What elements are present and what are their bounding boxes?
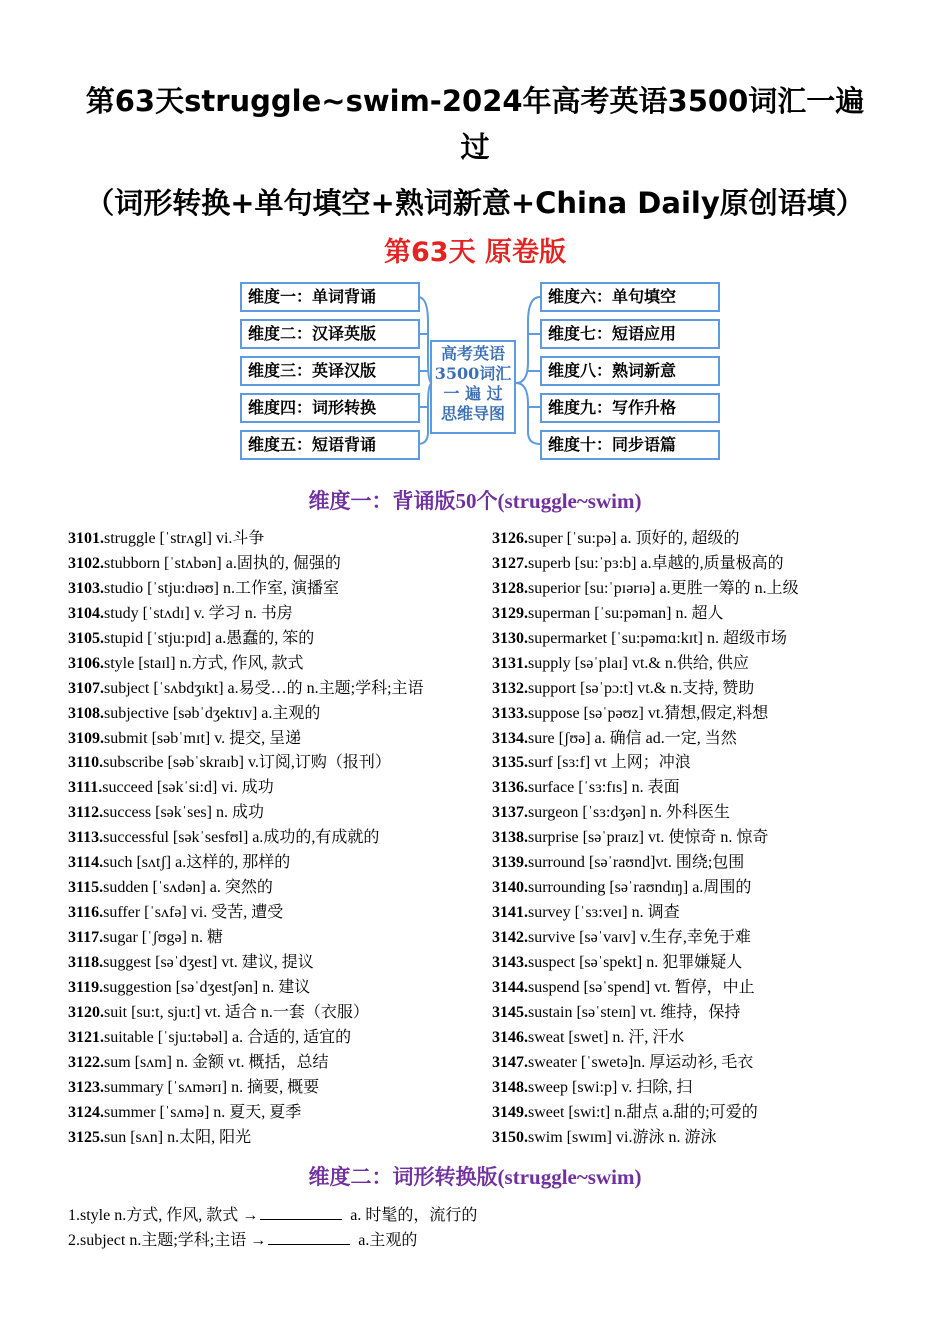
answer-blank[interactable]	[268, 1230, 350, 1245]
vocab-entry	[68, 1026, 488, 1051]
vocab-definition: study [ˈstʌdɪ] v. 学习 n. 书房	[104, 604, 293, 622]
mindmap-center-line-2: 3500词汇	[434, 364, 512, 383]
version-title: 第63天 原卷版	[384, 237, 566, 268]
vocab-entry	[492, 976, 912, 1001]
vocab-entry	[492, 826, 912, 851]
answer-blank[interactable]	[260, 1205, 342, 1220]
vocab-definition: suggest [səˈdʒest] vt. 建议, 提议	[103, 953, 314, 971]
vocab-number: 3122.	[68, 1053, 104, 1071]
exercise-hint: a. 时髦的，流行的	[350, 1207, 478, 1224]
vocab-definition: style [staɪl] n.方式, 作风, 款式	[104, 654, 304, 672]
vocab-column-left	[68, 527, 488, 1150]
vocab-definition: submit [səbˈmɪt] v. 提交, 呈递	[104, 729, 302, 747]
vocab-entry	[68, 1051, 488, 1076]
title-line-2: 过	[460, 130, 490, 164]
vocab-entry	[492, 527, 912, 552]
vocab-entry	[492, 1076, 912, 1101]
vocab-entry	[68, 851, 488, 876]
vocab-entry	[492, 901, 912, 926]
title-line-1: 第63天struggle~swim-2024年高考英语3500词汇一遍	[85, 84, 865, 118]
vocab-number: 3147.	[492, 1053, 528, 1071]
vocab-number: 3132.	[492, 679, 528, 697]
vocab-entry	[492, 1126, 912, 1151]
mindmap-center-line-3: 一 遍 过	[443, 384, 503, 403]
vocab-entry	[68, 901, 488, 926]
vocab-number: 3108.	[68, 704, 104, 722]
vocab-entry	[492, 801, 912, 826]
vocab-number: 3119.	[68, 978, 104, 996]
mindmap-center-node	[430, 340, 516, 434]
vocab-definition: successful [səkˈsesfʊl] a.成功的,有成就的	[103, 829, 380, 847]
vocab-definition: swim [swɪm] vi.游泳 n. 游泳	[528, 1128, 717, 1146]
vocab-number: 3127.	[492, 554, 528, 572]
vocab-entry	[68, 1001, 488, 1026]
vocab-entry	[68, 1126, 488, 1151]
mindmap-node-10: 维度十：同步语篇	[540, 430, 720, 460]
vocab-definition: sweet [swi:t] n.甜点 a.甜的;可爱的	[528, 1103, 758, 1121]
vocab-definition: suspend [səˈspend] vt. 暂停，中止	[528, 978, 755, 996]
section-heading-2: 维度二：词形转换版(struggle~swim)	[308, 1165, 642, 1189]
vocab-definition: sudden [ˈsʌdən] a. 突然的	[103, 879, 273, 897]
vocab-number: 3137.	[492, 804, 528, 822]
vocab-number: 3146.	[492, 1028, 528, 1046]
vocab-definition: studio [ˈstju:dɪəʊ] n.工作室, 演播室	[104, 579, 339, 597]
vocab-entry	[68, 677, 488, 702]
vocab-entry	[68, 876, 488, 901]
vocab-definition: sun [sʌn] n.太阳, 阳光	[104, 1128, 252, 1146]
vocab-definition: survey [ˈsɜ:veɪ] n. 调查	[528, 904, 680, 922]
vocab-number: 3145.	[492, 1003, 528, 1021]
vocab-definition: sweat [swet] n. 汗, 汗水	[528, 1028, 685, 1046]
exercise-hint: a.主观的	[358, 1232, 418, 1249]
vocab-entry	[68, 926, 488, 951]
vocab-definition: surface [ˈsɜ:fɪs] n. 表面	[528, 779, 680, 797]
vocab-number: 3125.	[68, 1128, 104, 1146]
vocab-entry	[68, 976, 488, 1001]
vocab-entry	[68, 826, 488, 851]
vocab-entry	[492, 776, 912, 801]
vocab-number: 3123.	[68, 1078, 104, 1096]
vocab-entry	[492, 1051, 912, 1076]
vocab-definition: superb [su:ˈpɜ:b] a.卓越的,质量极高的	[528, 554, 784, 572]
vocab-entry	[68, 776, 488, 801]
vocab-number: 3134.	[492, 729, 528, 747]
vocab-entry	[68, 627, 488, 652]
mindmap-node-5: 维度五：短语背诵	[240, 430, 420, 460]
vocab-number: 3113.	[68, 829, 104, 847]
exercise-item	[68, 1229, 417, 1253]
vocab-number: 3140.	[492, 879, 528, 897]
vocab-definition: suggestion [səˈdʒestʃən] n. 建议	[103, 978, 311, 996]
vocab-definition: success [səkˈses] n. 成功	[103, 804, 264, 822]
vocab-definition: such [sʌtʃ] a.这样的, 那样的	[103, 854, 291, 872]
vocab-number: 3148.	[492, 1078, 528, 1096]
vocab-definition: sustain [səˈsteɪn] vt. 维持，保持	[528, 1003, 741, 1021]
page-subtitle: （词形转换+单句填空+熟词新意+China Daily原创语填）	[85, 186, 865, 220]
vocab-definition: supermarket [ˈsu:pəmɑ:kɪt] n. 超级市场	[528, 629, 787, 647]
vocab-definition: survive [səˈvaɪv] v.生存,幸免于难	[528, 929, 751, 946]
vocab-number: 3139.	[492, 854, 528, 872]
vocab-number: 3120.	[68, 1003, 104, 1021]
vocab-number: 3129.	[492, 604, 528, 622]
vocab-entry	[68, 652, 488, 677]
vocab-definition: surgeon [ˈsɜ:dʒən] n. 外科医生	[528, 804, 730, 822]
vocab-entry	[68, 751, 488, 776]
vocab-number: 3114.	[68, 854, 104, 872]
vocab-entry	[68, 527, 488, 552]
vocab-entry	[492, 1101, 912, 1126]
vocab-number: 3117.	[68, 929, 104, 946]
vocab-entry	[492, 727, 912, 752]
vocab-entry	[68, 552, 488, 577]
vocab-definition: subjective [səbˈdʒektɪv] a.主观的	[104, 704, 321, 722]
vocab-entry	[492, 577, 912, 602]
vocab-number: 3144.	[492, 978, 528, 996]
mindmap-node-4: 维度四：词形转换	[240, 393, 420, 423]
vocab-entry	[492, 602, 912, 627]
exercise-prompt: 2.subject n.主题;学科;主语 →	[68, 1232, 267, 1249]
vocab-entry	[492, 876, 912, 901]
vocab-definition: surround [səˈraʊnd]vt. 围绕;包围	[528, 854, 745, 872]
vocab-number: 3101.	[68, 530, 104, 547]
vocab-definition: summary [ˈsʌmərɪ] n. 摘要, 概要	[104, 1078, 320, 1096]
vocab-number: 3124.	[68, 1103, 104, 1121]
vocab-number: 3107.	[68, 679, 104, 697]
vocab-entry	[492, 627, 912, 652]
section-heading-1: 维度一：背诵版50个(struggle~swim)	[308, 489, 642, 513]
page-title	[40, 78, 910, 170]
vocab-entry	[492, 926, 912, 951]
vocab-entry	[492, 552, 912, 577]
mindmap-node-8: 维度八：熟词新意	[540, 356, 720, 386]
mindmap-node-2: 维度二：汉译英版	[240, 319, 420, 349]
vocab-number: 3115.	[68, 879, 104, 897]
vocab-column-right	[492, 527, 912, 1150]
vocab-definition: support [səˈpɔ:t] vt.& n.支持, 赞助	[528, 679, 755, 697]
vocab-definition: sweater [ˈswetə]n. 厚运动衫, 毛衣	[528, 1053, 754, 1071]
vocab-definition: suit [su:t, sju:t] vt. 适合 n.一套（衣服）	[104, 1003, 369, 1021]
vocab-number: 3112.	[68, 804, 104, 822]
vocab-number: 3103.	[68, 579, 104, 597]
vocab-entry	[68, 801, 488, 826]
mindmap-node-3: 维度三：英译汉版	[240, 356, 420, 386]
vocab-entry	[68, 602, 488, 627]
vocab-number: 3142.	[492, 929, 528, 946]
mindmap-node-7: 维度七：短语应用	[540, 319, 720, 349]
vocab-definition: struggle [ˈstrʌgl] vi.斗争	[104, 530, 265, 547]
vocab-entry	[492, 1026, 912, 1051]
vocab-entry	[68, 951, 488, 976]
vocab-number: 3109.	[68, 729, 104, 747]
mindmap-node-1: 维度一：单词背诵	[240, 282, 420, 312]
exercise-prompt: 1.style n.方式, 作风, 款式 →	[68, 1207, 259, 1224]
vocab-entry	[68, 1076, 488, 1101]
vocab-number: 3105.	[68, 629, 104, 647]
vocab-number: 3150.	[492, 1128, 528, 1146]
mindmap-center-line-1: 高考英语	[440, 344, 505, 363]
vocab-entry	[492, 677, 912, 702]
vocab-definition: suppose [səˈpəʊz] vt.猜想,假定,料想	[528, 704, 769, 722]
vocab-definition: surprise [səˈpraɪz] vt. 使惊奇 n. 惊奇	[528, 829, 769, 847]
vocab-definition: surrounding [səˈraʊndɪŋ] a.周围的	[528, 879, 752, 897]
vocab-entry	[492, 951, 912, 976]
vocab-entry	[68, 702, 488, 727]
vocab-entry	[492, 702, 912, 727]
vocab-definition: supply [səˈplaɪ] vt.& n.供给, 供应	[528, 654, 749, 672]
vocab-number: 3135.	[492, 754, 528, 772]
vocab-entry	[68, 577, 488, 602]
vocab-definition: summer [ˈsʌmə] n. 夏天, 夏季	[104, 1103, 302, 1121]
mindmap-node-9: 维度九：写作升格	[540, 393, 720, 423]
vocab-number: 3138.	[492, 829, 528, 847]
vocab-definition: suffer [ˈsʌfə] vi. 受苦, 遭受	[103, 904, 284, 922]
vocab-number: 3102.	[68, 554, 104, 572]
vocab-number: 3136.	[492, 779, 528, 797]
vocab-number: 3116.	[68, 904, 104, 922]
mindmap-node-6: 维度六：单句填空	[540, 282, 720, 312]
vocab-number: 3128.	[492, 579, 528, 597]
vocab-definition: super [ˈsu:pə] a. 顶好的, 超级的	[528, 530, 740, 547]
vocab-definition: subscribe [səbˈskraɪb] v.订阅,订购（报刊）	[103, 754, 391, 772]
mindmap-center-line-4: 思维导图	[440, 404, 505, 423]
vocab-number: 3131.	[492, 654, 528, 672]
vocab-entry	[492, 751, 912, 776]
vocab-number: 3126.	[492, 530, 528, 547]
vocab-number: 3130.	[492, 629, 528, 647]
vocab-number: 3133.	[492, 704, 528, 722]
vocab-definition: suitable [ˈsju:təbəl] a. 合适的, 适宜的	[104, 1028, 352, 1046]
exercise-item	[68, 1204, 477, 1228]
vocab-definition: surf [sɜ:f] vt 上网；冲浪	[528, 754, 691, 772]
vocab-entry	[68, 727, 488, 752]
vocab-definition: sum [sʌm] n. 金额 vt. 概括，总结	[104, 1053, 329, 1071]
vocab-entry	[492, 1001, 912, 1026]
vocab-definition: stupid [ˈstju:pɪd] a.愚蠢的, 笨的	[104, 629, 315, 647]
vocab-definition: superior [su:ˈpɪərɪə] a.更胜一筹的 n.上级	[528, 579, 799, 597]
vocab-definition: sugar [ˈʃʊgə] n. 糖	[103, 929, 223, 946]
vocab-number: 3141.	[492, 904, 528, 922]
vocab-entry	[492, 652, 912, 677]
vocab-number: 3121.	[68, 1028, 104, 1046]
vocab-entry	[68, 1101, 488, 1126]
vocab-definition: sweep [swi:p] v. 扫除, 扫	[528, 1078, 693, 1096]
vocab-number: 3111.	[68, 779, 103, 797]
vocab-number: 3118.	[68, 953, 104, 971]
vocab-number: 3143.	[492, 953, 528, 971]
vocab-definition: superman [ˈsu:pəman] n. 超人	[528, 604, 724, 622]
vocab-definition: suspect [səˈspekt] n. 犯罪嫌疑人	[528, 953, 743, 971]
vocab-number: 3104.	[68, 604, 104, 622]
vocab-definition: stubborn [ˈstʌbən] a.固执的, 倔强的	[104, 554, 341, 572]
mind-map	[240, 282, 712, 460]
vocab-number: 3110.	[68, 754, 104, 772]
vocab-definition: subject [ˈsʌbdʒɪkt] a.易受…的 n.主题;学科;主语	[104, 679, 424, 697]
vocab-number: 3106.	[68, 654, 104, 672]
vocab-definition: succeed [səkˈsi:d] vi. 成功	[102, 779, 274, 797]
vocab-entry	[492, 851, 912, 876]
vocab-number: 3149.	[492, 1103, 528, 1121]
vocab-definition: sure [ʃʊə] a. 确信 ad.一定, 当然	[528, 729, 737, 747]
